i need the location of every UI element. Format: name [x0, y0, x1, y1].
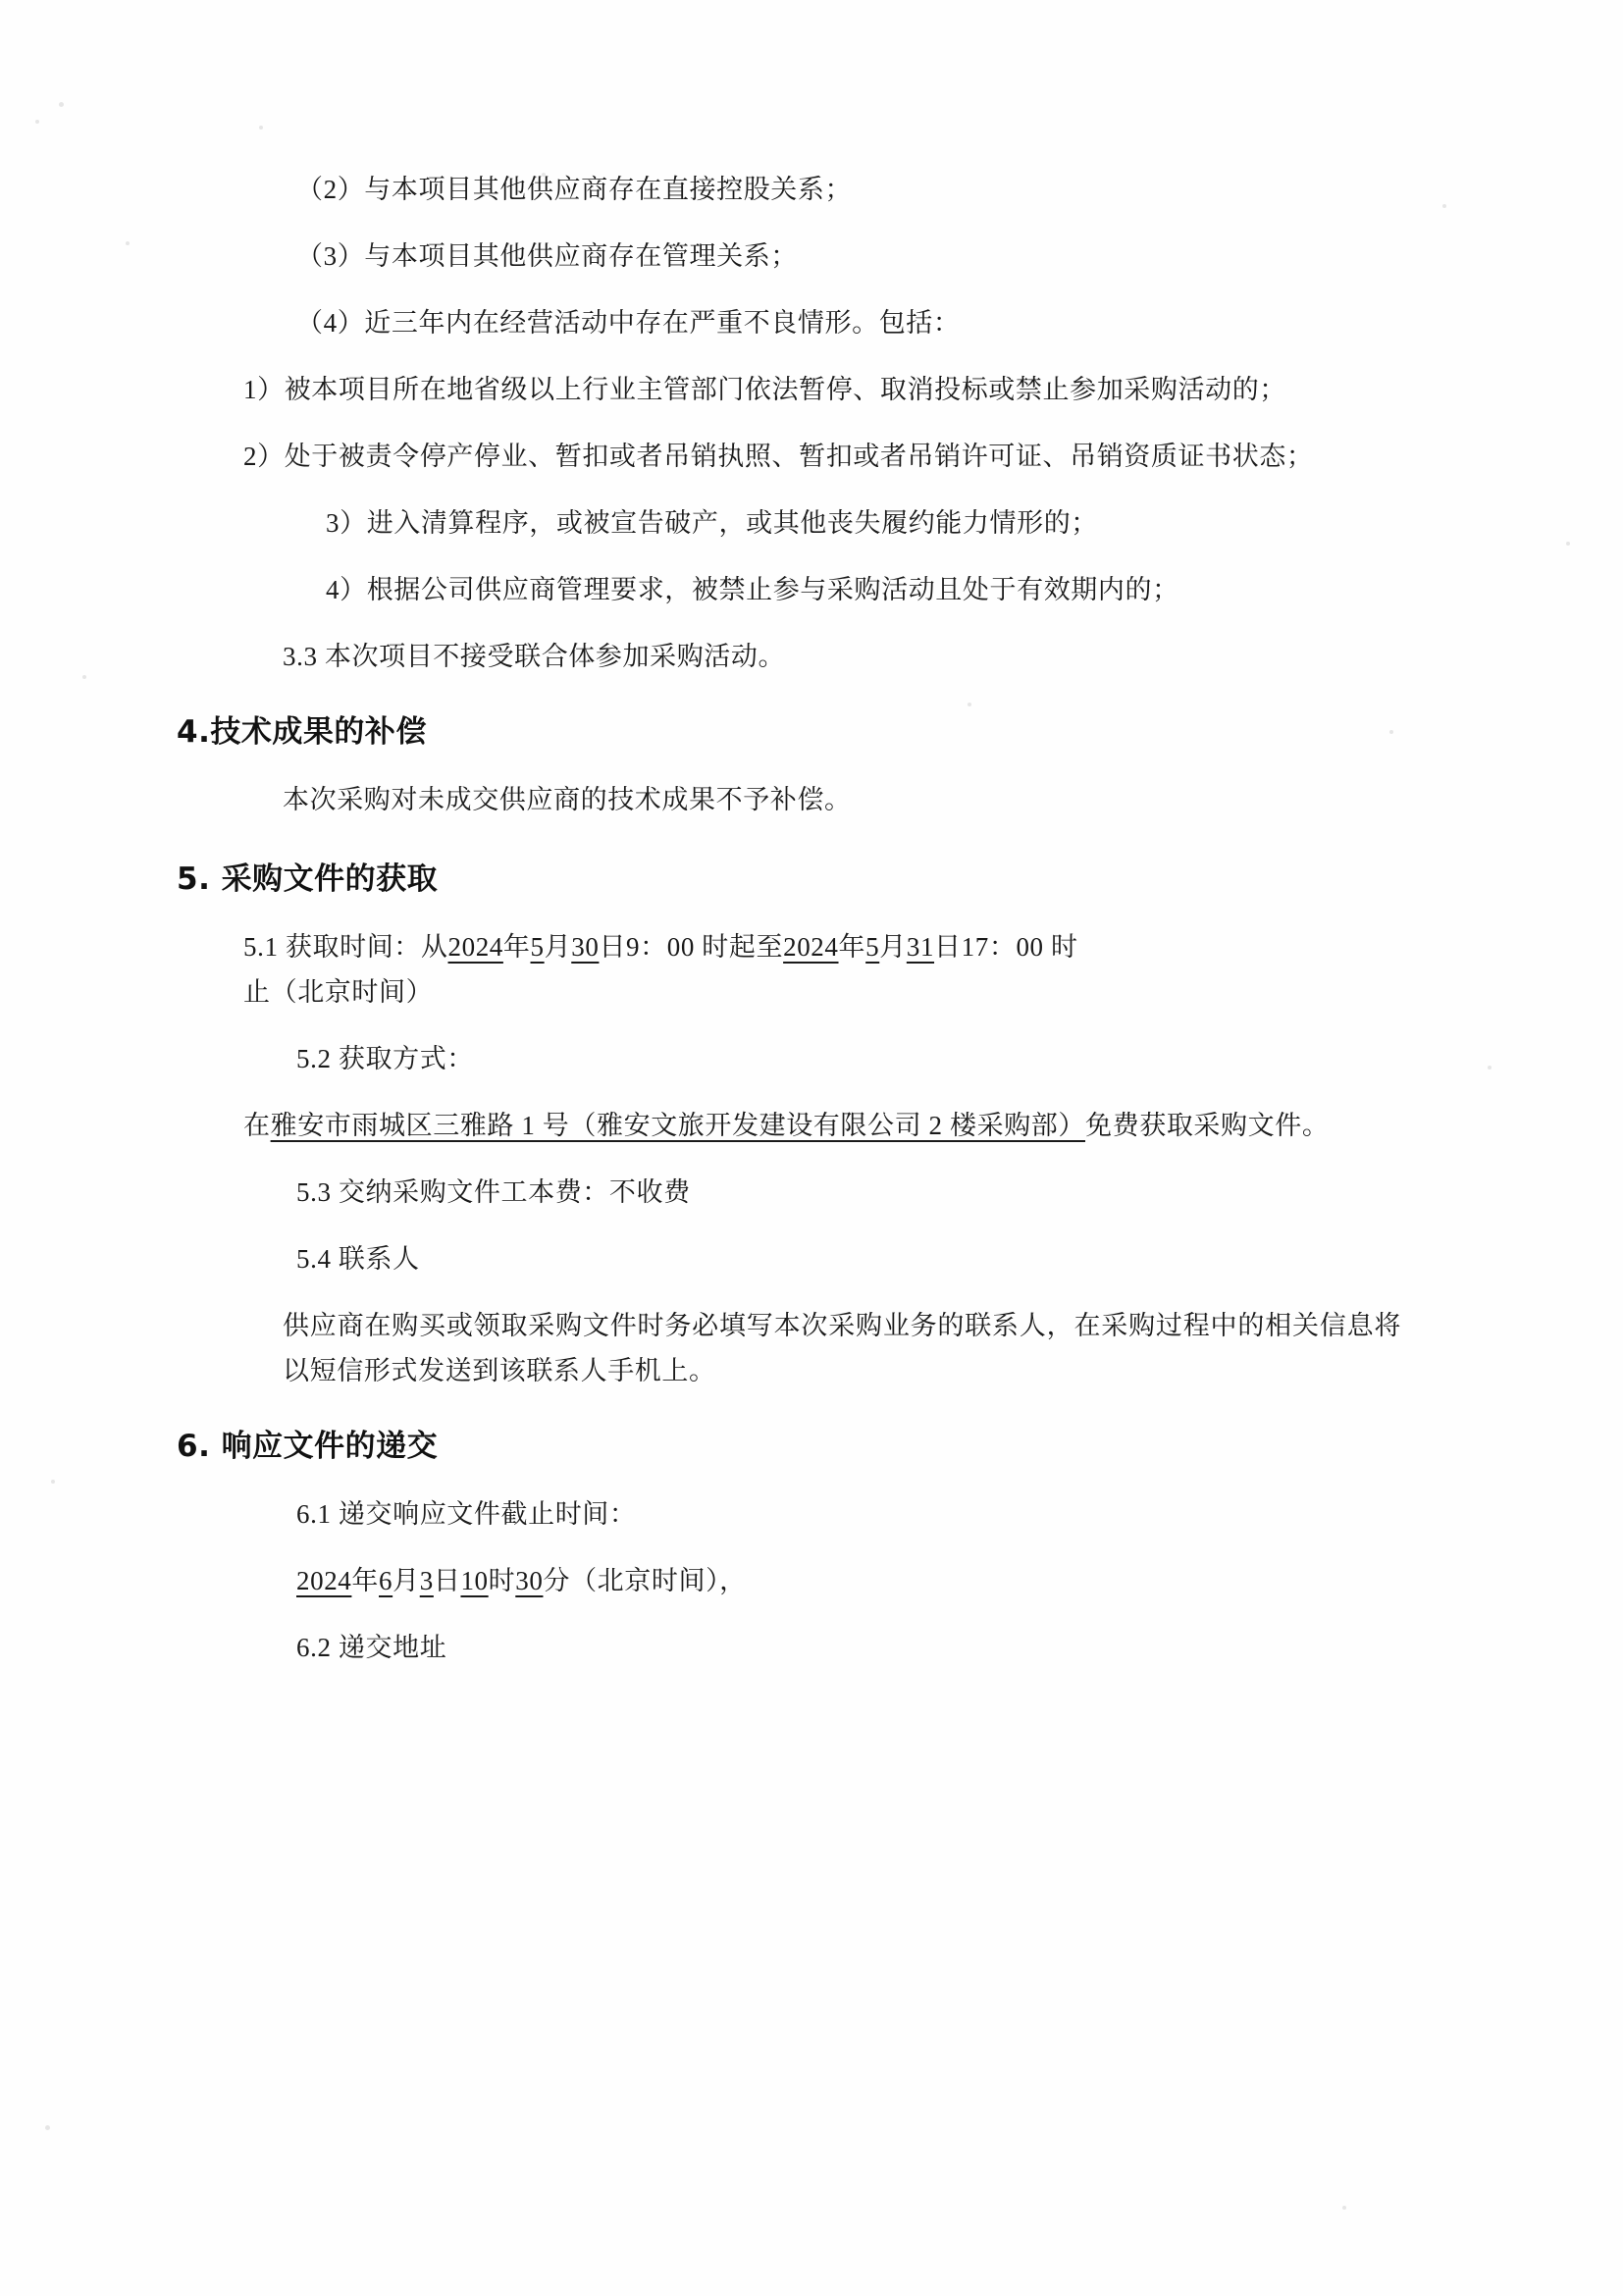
- address-prefix: 在: [243, 1111, 271, 1140]
- scan-speck: [1566, 542, 1570, 546]
- clause-item-4-4: 4）根据公司供应商管理要求，被禁止参与采购活动且处于有效期内的；: [326, 575, 1179, 604]
- scan-speck: [82, 675, 86, 679]
- address-suffix: 免费获取采购文件。: [1085, 1111, 1330, 1140]
- pickup-address-field: 雅安市雨城区三雅路 1 号（雅安文旅开发建设有限公司 2 楼采购部）: [270, 1111, 1086, 1140]
- clause-3-3: 3.3 本次项目不接受联合体参加采购活动。: [283, 642, 786, 671]
- clause-5-1-tail: 止（北京时间）: [243, 977, 434, 1007]
- deadline-year-field: 2024: [296, 1566, 352, 1595]
- end-time: 17：00 时: [961, 932, 1078, 962]
- document-body: [177, 167, 1401, 1692]
- clause-item-4-3: 3）进入清算程序，或被宣告破产，或其他丧失履约能力情形的；: [326, 508, 1098, 538]
- minute-unit: 分（北京时间），: [543, 1566, 747, 1595]
- scan-speck: [59, 102, 64, 107]
- clause-5-2: 5.2 获取方式：: [296, 1044, 474, 1073]
- scan-speck: [1342, 2206, 1346, 2210]
- clause-6-2: 6.2 递交地址: [296, 1633, 447, 1662]
- month-unit: 月: [393, 1566, 420, 1595]
- deadline-minute-field: 30: [515, 1566, 544, 1595]
- end-year-field: 2024: [783, 932, 839, 962]
- clause-item-4-1: 1）被本项目所在地省级以上行业主管部门依法暂停、取消投标或禁止参加采购活动的；: [243, 375, 1286, 404]
- day-unit: 日: [433, 1566, 461, 1595]
- end-day-field: 31: [906, 932, 935, 962]
- clause-item-3: （3）与本项目其他供应商存在管理关系；: [296, 241, 798, 271]
- start-time: 9：00 时起至: [626, 932, 784, 962]
- year-unit: 年: [838, 932, 866, 962]
- scan-speck: [259, 126, 263, 130]
- month-unit: 月: [544, 932, 572, 962]
- scan-speck: [1442, 204, 1446, 208]
- clause-item-4-2: 2）处于被责令停产停业、暂扣或者吊销执照、暂扣或者吊销许可证、吊销资质证书状态；: [243, 442, 1314, 471]
- section-heading-4: 4.技术成果的补偿: [177, 714, 427, 750]
- hour-unit: 时: [488, 1566, 516, 1595]
- start-year-field: 2024: [447, 932, 503, 962]
- section-heading-5: 5. 采购文件的获取: [177, 861, 439, 897]
- clause-5-2-detail: [243, 1103, 1401, 1148]
- start-month-field: 5: [530, 932, 545, 962]
- section-4-body: 本次采购对未成交供应商的技术成果不予补偿。: [283, 785, 852, 814]
- start-day-field: 30: [571, 932, 600, 962]
- day-unit: 日: [934, 932, 962, 962]
- year-unit: 年: [351, 1566, 380, 1595]
- deadline-hour-field: 10: [460, 1566, 489, 1595]
- clause-item-2: （2）与本项目其他供应商存在直接控股关系；: [296, 175, 853, 204]
- clause-5-4-body: 供应商在购买或领取采购文件时务必填写本次采购业务的联系人，在采购过程中的相关信息将以短信形式发送到该联系人手机上。: [283, 1311, 1401, 1385]
- day-unit: 日: [599, 932, 627, 962]
- scan-speck: [126, 241, 130, 245]
- clause-5-1: [243, 924, 1401, 1015]
- clause-6-1-deadline: [243, 1558, 1401, 1603]
- clause-item-4: （4）近三年内在经营活动中存在严重不良情形。包括：: [296, 308, 961, 338]
- deadline-day-field: 3: [419, 1566, 434, 1595]
- scan-speck: [1488, 1066, 1492, 1070]
- end-month-field: 5: [865, 932, 880, 962]
- clause-5-3: 5.3 交纳采购文件工本费：不收费: [296, 1177, 691, 1207]
- scan-speck: [51, 1480, 55, 1484]
- scan-speck: [45, 2125, 50, 2130]
- year-unit: 年: [502, 932, 531, 962]
- scan-speck: [35, 120, 39, 124]
- deadline-month-field: 6: [379, 1566, 393, 1595]
- section-heading-6: 6. 响应文件的递交: [177, 1429, 439, 1464]
- month-unit: 月: [879, 932, 907, 962]
- clause-6-1: 6.1 递交响应文件截止时间：: [296, 1499, 637, 1529]
- clause-5-1-prefix: 5.1 获取时间：从: [243, 932, 448, 962]
- clause-5-4: 5.4 联系人: [296, 1244, 420, 1274]
